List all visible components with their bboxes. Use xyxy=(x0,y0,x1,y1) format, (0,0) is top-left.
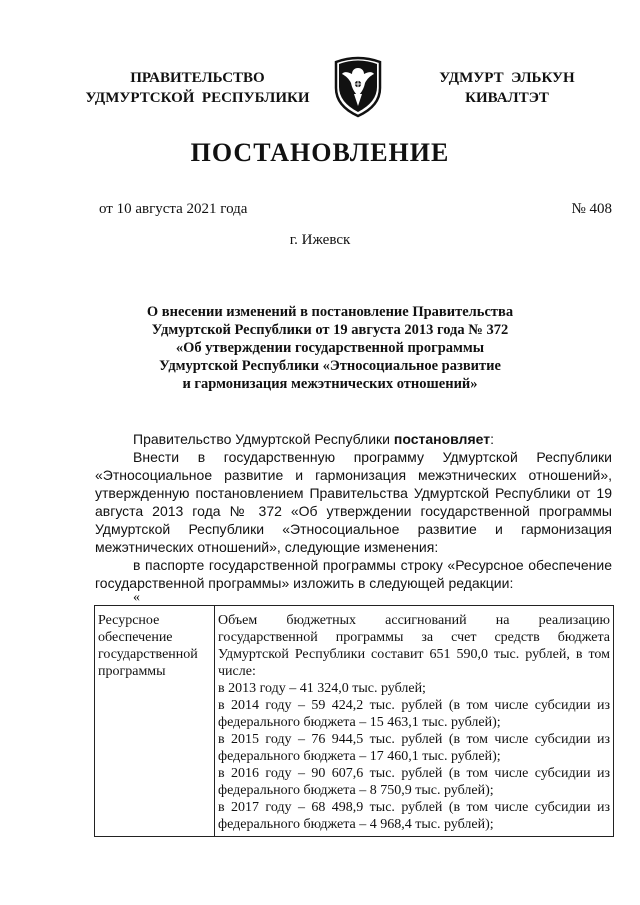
resolution-intro xyxy=(133,430,494,448)
opening-quote: « xyxy=(133,590,140,605)
intro-bold-verb: постановляет xyxy=(393,431,491,447)
table-label: Ресурсное обеспечение государственной программы xyxy=(98,613,198,679)
government-name-line2: УДМУРТСКОЙ РЕСПУБЛИКИ xyxy=(85,90,310,106)
document-number: № 408 xyxy=(571,201,612,217)
table-line: в 2017 году – 68 498,9 тыс. рублей (в том числе субсидии из федерального бюджета – 4 968,4 тыс. рублей); xyxy=(218,800,610,832)
table-line: в 2015 году – 76 944,5 тыс. рублей (в том числе субсидии из федерального бюджета – 17 460,1 тыс. рублей); xyxy=(218,732,610,764)
resource-provision-table xyxy=(94,605,614,837)
intro-colon: : xyxy=(490,431,494,447)
resolution-paragraph-1: Внести в государственную программу Удмуртской Республики «Этносоциальное развитие и гармонизация межэтнических отношений», утвержденную постановлением Правительства Удмуртской Республики от 19 августа 2013 года № 372 «Об утверждении государственной программы Удмуртской Республики «Этносоциальное развитие и гармонизация межэтнических отношений», следующие изменения: xyxy=(95,449,612,555)
government-name-udmurt xyxy=(412,68,602,108)
government-name-line1: ПРАВИТЕЛЬСТВО xyxy=(130,70,265,86)
government-name-udmurt-line2: КИВАЛТЭТ xyxy=(465,90,549,106)
table-line: Объем бюджетных ассигнований на реализацию государственной программы за счет средств бюджета Удмуртской Республики составит 651 590,0 тыс. рублей, в том числе: xyxy=(218,613,610,679)
table-content-cell xyxy=(215,606,614,837)
heading-line: Удмуртской Республики от 19 августа 2013 года № 372 xyxy=(151,322,509,338)
table-label-cell xyxy=(95,606,215,837)
table-row xyxy=(95,606,614,837)
government-name-udmurt-line1: УДМУРТ ЭЛЬКУН xyxy=(439,70,575,86)
intro-text: Правительство Удмуртской Республики xyxy=(133,431,394,447)
table-line: в 2016 году – 90 607,6 тыс. рублей (в том числе субсидии из федерального бюджета – 8 750,9 тыс. рублей); xyxy=(218,766,610,798)
document-date: от 10 августа 2021 года xyxy=(99,201,248,217)
heading-line: и гармонизация межэтнических отношений» xyxy=(182,376,478,392)
heading-line: Удмуртской Республики «Этносоциальное развитие xyxy=(159,358,501,374)
table-line: в 2013 году – 41 324,0 тыс. рублей; xyxy=(218,681,426,696)
heading-line: «Об утверждении государственной программы xyxy=(175,340,485,356)
udmurt-coat-of-arms-emblem xyxy=(330,54,386,118)
document-city: г. Ижевск xyxy=(289,232,351,248)
coat-of-arms-icon xyxy=(330,54,386,118)
resolution-heading xyxy=(120,303,540,393)
heading-line: О внесении изменений в постановление Правительства xyxy=(146,304,514,320)
document-title: ПОСТАНОВЛЕНИЕ xyxy=(190,138,450,167)
resolution-paragraph-2: в паспорте государственной программы строку «Ресурсное обеспечение государственной программы» изложить в следующей редакции: xyxy=(95,557,612,591)
table-line: в 2014 году – 59 424,2 тыс. рублей (в том числе субсидии из федерального бюджета – 15 463,1 тыс. рублей); xyxy=(218,698,610,730)
government-name-russian xyxy=(70,68,325,108)
